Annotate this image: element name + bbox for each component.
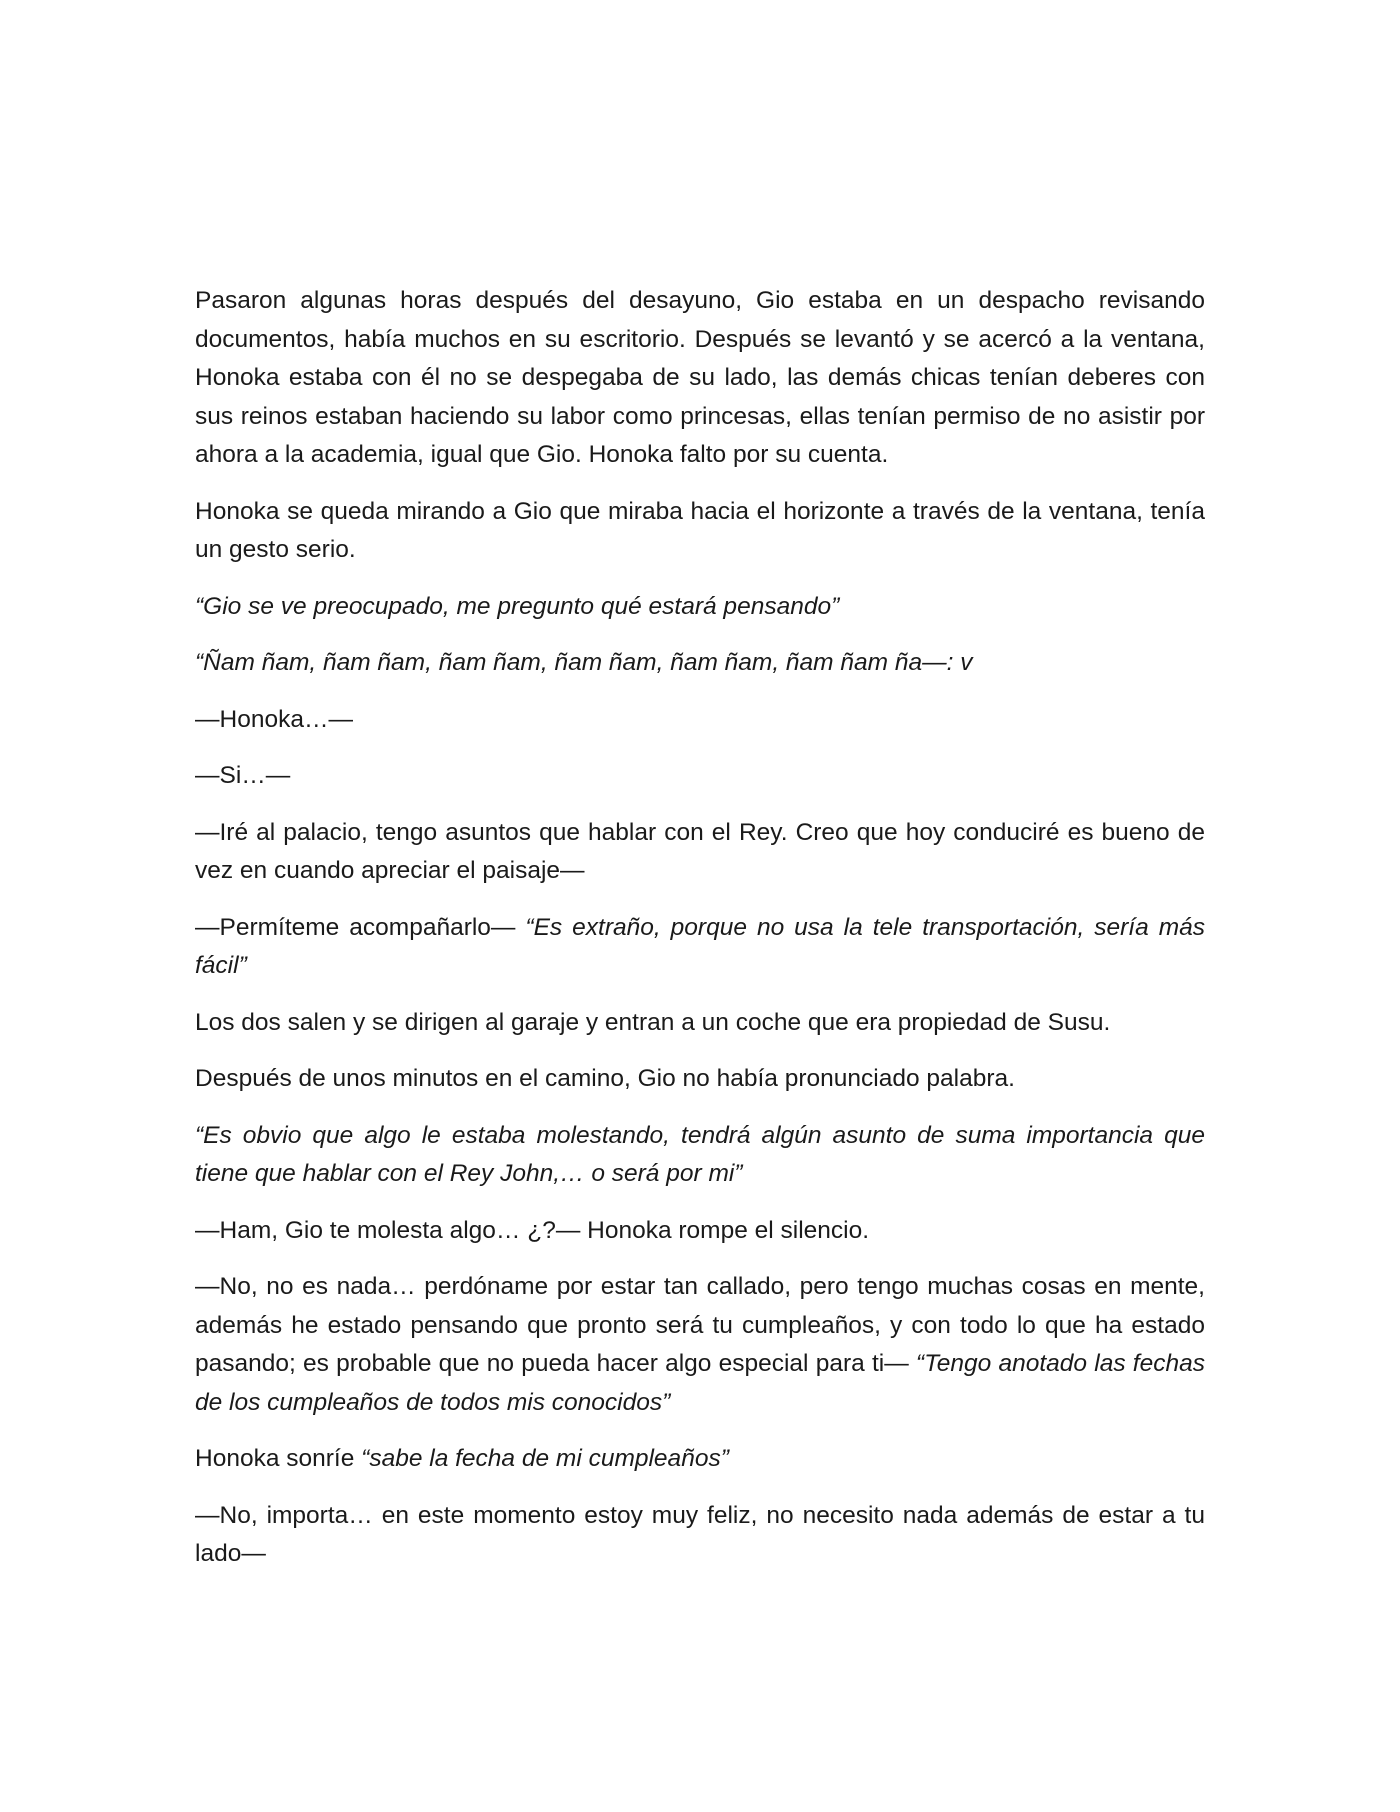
thought-text: “Gio se ve preocupado, me pregunto qué estará pensando”: [195, 592, 840, 620]
dialogue-text: —Ham, Gio te molesta algo… ¿?— Honoka rompe el silencio.: [195, 1216, 870, 1244]
paragraph: [195, 1212, 1205, 1251]
paragraph: [195, 1060, 1205, 1099]
paragraph: [195, 909, 1205, 986]
narration-text: Después de unos minutos en el camino, Gio no había pronunciado palabra.: [195, 1065, 1015, 1092]
paragraph: [195, 701, 1205, 740]
narration-text: Los dos salen y se dirigen al garaje y entran a un coche que era propiedad de Susu.: [195, 1008, 1111, 1036]
paragraph: [195, 1268, 1205, 1422]
thought-text: “Es extraño, porque no usa la tele transportación, sería más fácil”: [195, 913, 1205, 979]
dialogue-text: —Permíteme acompañarlo—: [195, 913, 526, 941]
dialogue-text: —No, importa… en este momento estoy muy feliz, no necesito nada además de estar a tu lado—: [195, 1501, 1205, 1567]
thought-text: “sabe la fecha de mi cumpleaños”: [361, 1445, 729, 1472]
narration-text: Pasaron algunas horas después del desayuno, Gio estaba en un despacho revisando documentos, había muchos en su escritorio. Después se levantó y se acercó a la ventana, Honoka estaba con él no se despegaba de su lado, las demás chicas tenían deberes con sus reinos estaban haciendo su labor como princesas, ellas tenían permiso de no asistir por ahora a la academia, igual que Gio. Honoka falto por su cuenta.: [195, 287, 1205, 468]
narration-text: Honoka sonríe: [195, 1445, 362, 1472]
narration-text: Honoka se queda mirando a Gio que miraba hacia el horizonte a través de la ventana, tenía un gesto serio.: [195, 497, 1205, 563]
paragraph: [195, 493, 1205, 570]
paragraph: [195, 644, 1205, 683]
paragraph: [195, 282, 1205, 475]
dialogue-text: —No, no es nada… perdóname por estar tan callado, pero tengo muchas cosas en mente, además he estado pensando que pronto será tu cumpleaños, y con todo lo que ha estado pasando; es probable que no pueda hacer algo especial para ti—: [195, 1273, 1205, 1377]
paragraph: [195, 1440, 1205, 1479]
thought-text: “Es obvio que algo le estaba molestando, tendrá algún asunto de suma importancia que tiene que hablar con el Rey John,… o será por mi”: [195, 1121, 1205, 1187]
paragraph: [195, 1004, 1205, 1043]
thought-text: “Tengo anotado las fechas de los cumpleaños de todos mis conocidos”: [195, 1350, 1205, 1416]
paragraph: [195, 814, 1205, 891]
dialogue-text: —Iré al palacio, tengo asuntos que hablar con el Rey. Creo que hoy conduciré es bueno de vez en cuando apreciar el paisaje—: [195, 818, 1205, 884]
paragraph: [195, 757, 1205, 796]
dialogue-text: —Si…—: [195, 762, 291, 789]
paragraph: [195, 1117, 1205, 1194]
paragraph: [195, 1497, 1205, 1574]
dialogue-text: —Honoka…—: [195, 705, 353, 733]
paragraph: [195, 588, 1205, 627]
thought-text: “Ñam ñam, ñam ñam, ñam ñam, ñam ñam, ñam ñam, ñam ñam ña—: v: [195, 649, 973, 676]
body-text: [195, 282, 1205, 1592]
